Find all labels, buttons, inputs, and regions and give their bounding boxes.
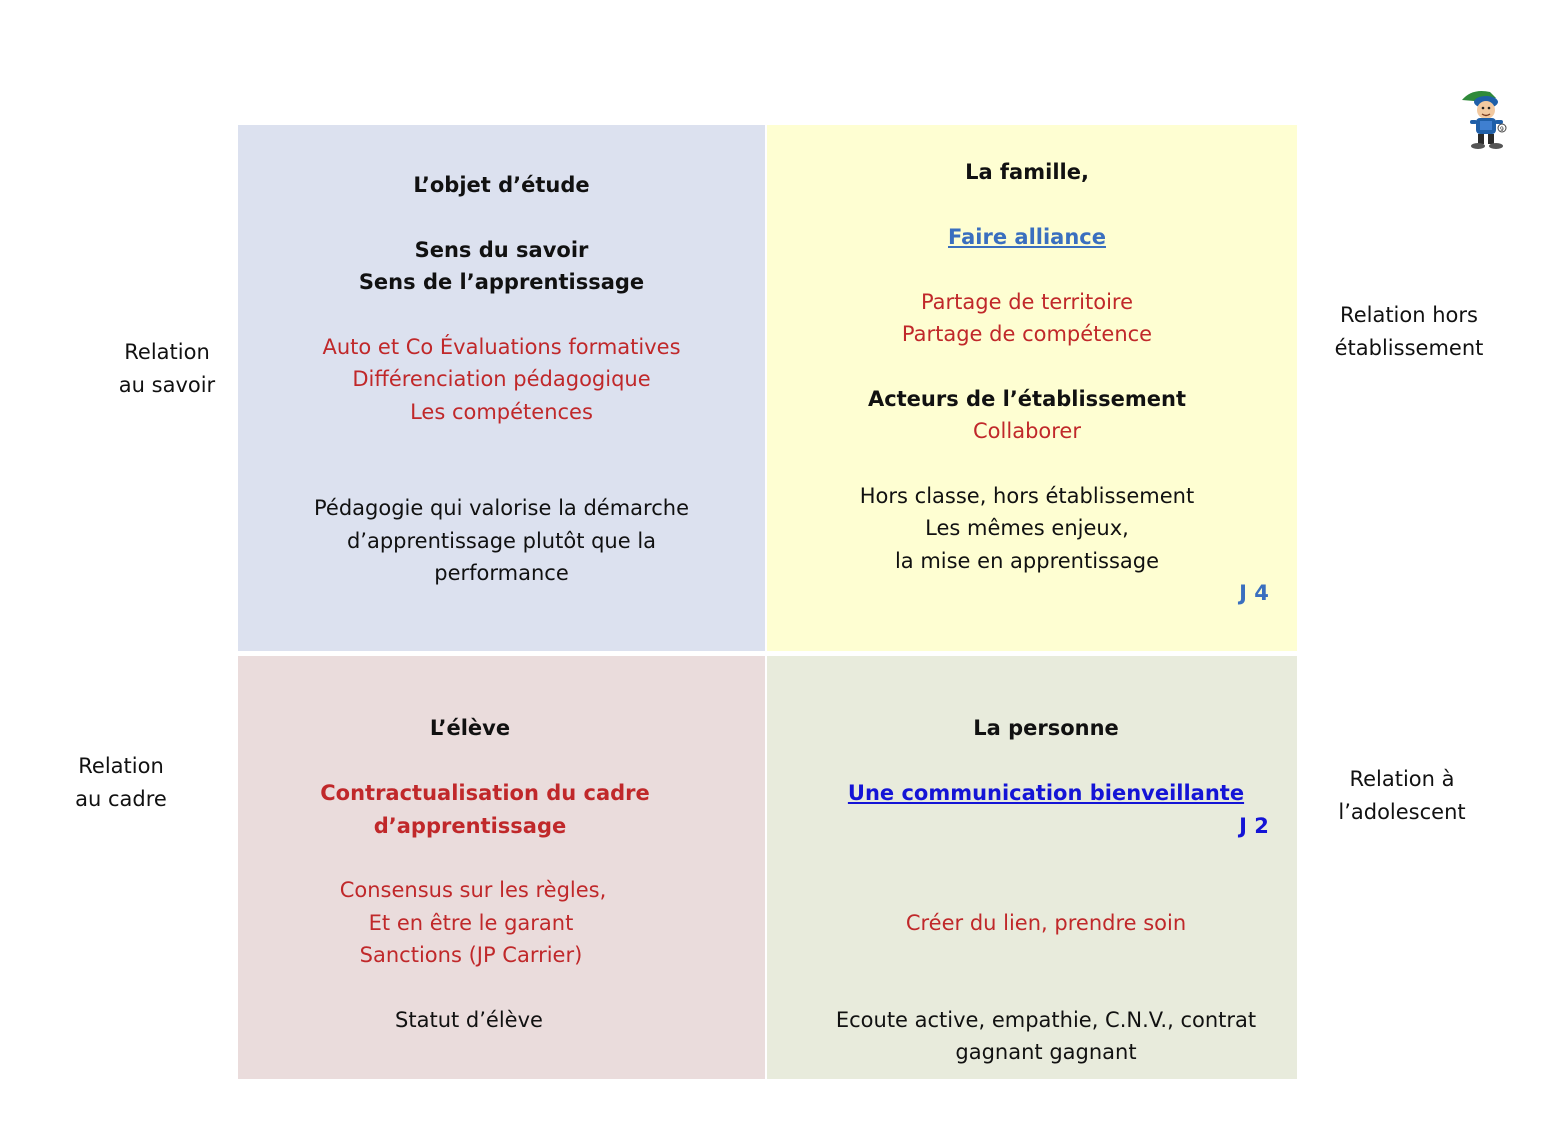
- bl-red-bold-2: d’apprentissage: [373, 814, 567, 838]
- tr-tag-j4: J 4: [1239, 581, 1269, 605]
- bl-title: L’élève: [429, 716, 511, 740]
- tl-body-1: Pédagogie qui valorise la démarche: [313, 496, 689, 520]
- tl-body-2: d’apprentissage plutôt que la: [346, 529, 657, 553]
- tl-subtitle-2: Sens de l’apprentissage: [358, 270, 645, 294]
- tl-red-item-3: Les compétences: [410, 400, 593, 424]
- bl-body: Statut d’élève: [395, 1008, 543, 1032]
- tl-title: L’objet d’étude: [413, 173, 590, 197]
- mascot-icon: [1456, 86, 1512, 152]
- br-body-1: Ecoute active, empathie, C.N.V., contrat: [835, 1008, 1257, 1032]
- tr-body-3: la mise en apprentissage: [894, 549, 1160, 573]
- tr-red-item-2: Partage de compétence: [901, 322, 1153, 346]
- side-label-relation-savoir: Relation au savoir: [118, 340, 216, 397]
- side-label-relation-adolescent: Relation à l’adolescent: [1338, 767, 1466, 824]
- tl-body-3: performance: [434, 561, 569, 585]
- side-label-relation-cadre: Relation au cadre: [75, 754, 167, 811]
- bl-red-item-1: Consensus sur les règles,: [339, 878, 607, 902]
- tr-body-2: Les mêmes enjeux,: [925, 516, 1129, 540]
- tr-red-line: Collaborer: [973, 419, 1081, 443]
- tl-red-item-2: Différenciation pédagogique: [352, 367, 651, 391]
- bl-red-item-2: Et en être le garant: [368, 911, 574, 935]
- tl-red-item-1: Auto et Co Évaluations formatives: [322, 335, 681, 359]
- bl-red-bold-1: Contractualisation du cadre: [320, 781, 650, 805]
- svg-text:9: 9: [1500, 126, 1504, 133]
- tr-title: La famille,: [965, 160, 1089, 184]
- bl-red-item-3: Sanctions (JP Carrier): [359, 943, 583, 967]
- br-red-line: Créer du lien, prendre soin: [905, 911, 1187, 935]
- tr-body-1: Hors classe, hors établissement: [859, 484, 1195, 508]
- br-body-2: gagnant gagnant: [955, 1040, 1137, 1064]
- tr-red-item-1: Partage de territoire: [920, 290, 1134, 314]
- side-label-relation-hors-etablissement: Relation hors établissement: [1334, 303, 1484, 360]
- tr-link-faire-alliance[interactable]: Faire alliance: [948, 225, 1106, 249]
- tl-subtitle-1: Sens du savoir: [414, 238, 589, 262]
- br-title: La personne: [973, 716, 1119, 740]
- br-tag-j2: J 2: [1239, 814, 1269, 838]
- tr-bold-line: Acteurs de l’établissement: [867, 387, 1187, 411]
- br-link-communication[interactable]: Une communication bienveillante: [847, 781, 1245, 805]
